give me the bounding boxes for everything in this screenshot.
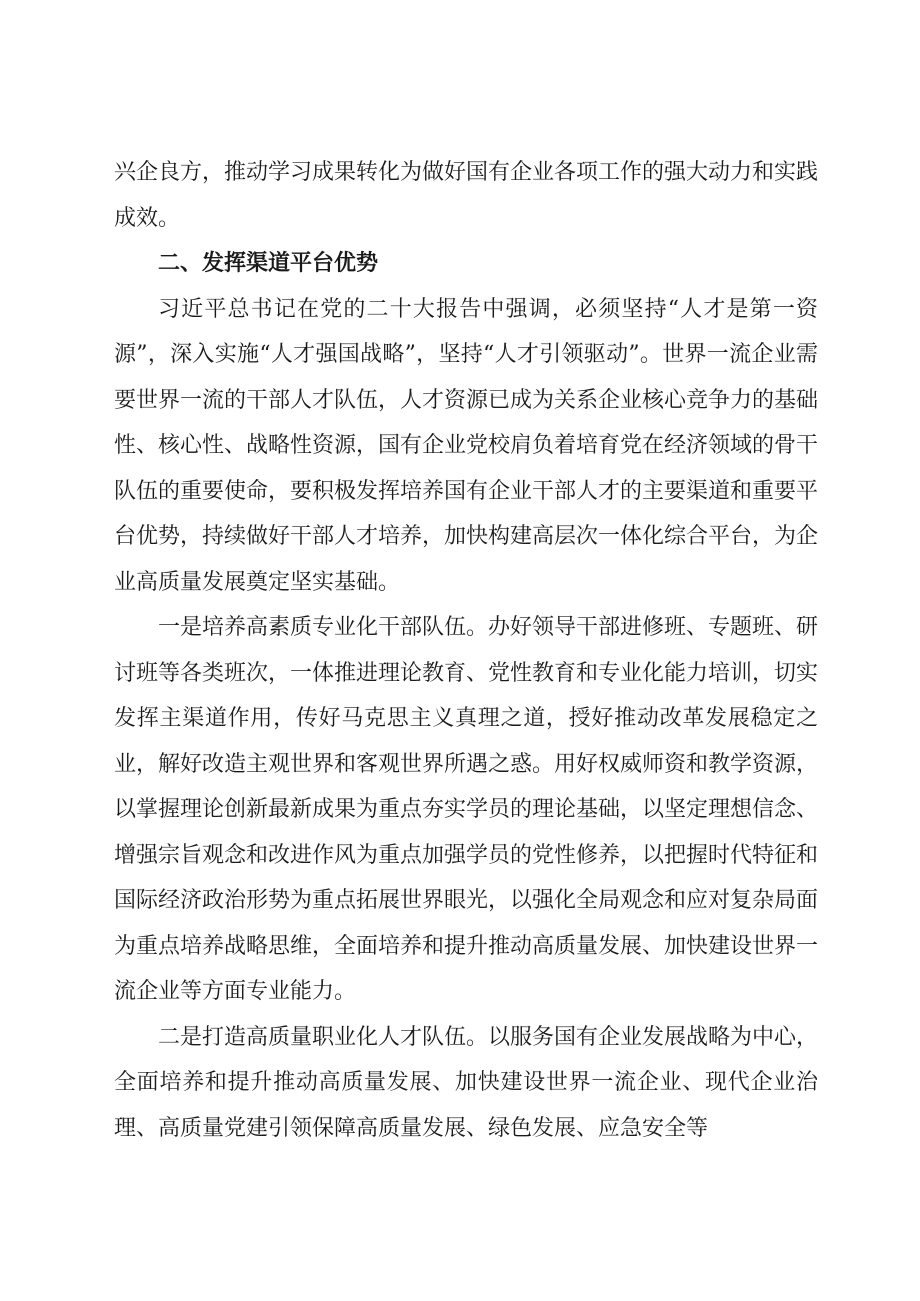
document-body [114,150,818,1151]
section-heading: 二、发挥渠道平台优势 [158,251,379,276]
paragraph-talent-resources: 习近平总书记在党的二十大报告中强调，必须坚持“人才是第一资源”，深入实施“人才强国战略”，坚持“人才引领驱动”。世界一流企业需要世界一流的干部人才队伍，人才资源已成为关系企业核心竞争力的基础性、核心性、战略性资源，国有企业党校肩负着培育党在经济领域的骨干队伍的重要使命，要积极发挥培养国有企业干部人才的主要渠道和重要平台优势，持续做好干部人才培养，加快构建高层次一体化综合平台，为企业高质量发展奠定坚实基础。 [114,296,819,595]
paragraph-cadre-team: 一是培养高素质专业化干部队伍。办好领导干部进修班、专题班、研讨班等各类班次，一体推进理论教育、党性教育和专业化能力培训，切实发挥主渠道作用，传好马克思主义真理之道，授好推动改革发展稳定之业，解好改造主观世界和客观世界所遇之惑。用好权威师资和教学资源，以掌握理论创新最新成果为重点夯实学员的理论基础，以坚定理想信念、增强宗旨观念和改进作风为重点加强学员的党性修养，以把握时代特征和国际经济政治形势为重点拓展世界眼光，以强化全局观念和应对复杂局面为重点培养战略思维，全面培养和提升推动高质量发展、加快建设世界一流企业等方面专业能力。 [114,615,819,1004]
paragraph-continued: 兴企良方，推动学习成果转化为做好国有企业各项工作的强大动力和实践成效。 [114,160,819,231]
paragraph-talent-team: 二是打造高质量职业化人才队伍。以服务国有企业发展战略为中心，全面培养和提升推动高质量发展、加快建设世界一流企业、现代企业治理、高质量党建引领保障高质量发展、绿色发展、应急安全等 [114,1024,819,1141]
